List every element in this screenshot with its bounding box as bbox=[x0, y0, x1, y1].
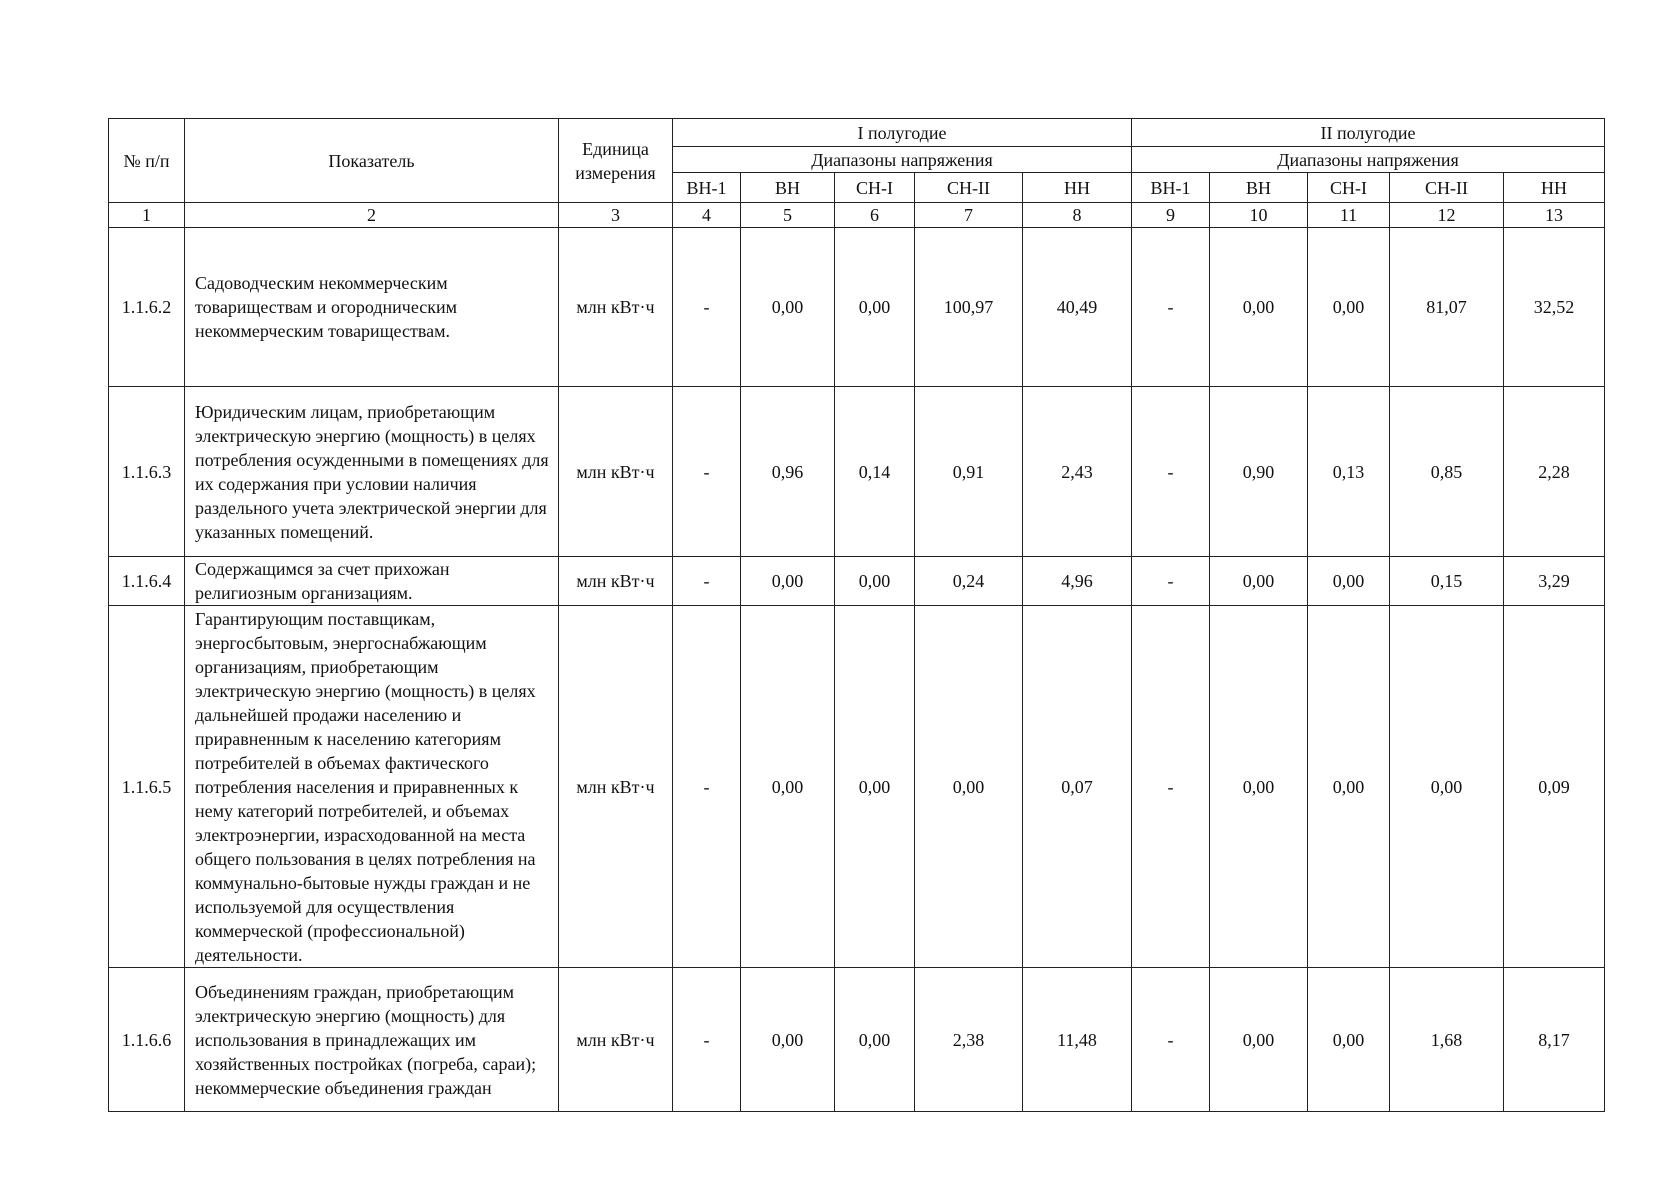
value-h1-vn1: - bbox=[673, 557, 741, 606]
value-h2-vn: 0,00 bbox=[1210, 228, 1308, 387]
header-unit: Единица измерения bbox=[559, 119, 673, 203]
value-h2-sn1: 0,00 bbox=[1308, 557, 1390, 606]
value-h1-sn2: 0,24 bbox=[915, 557, 1023, 606]
column-number: 6 bbox=[835, 203, 915, 228]
value-h1-sn1: 0,14 bbox=[835, 387, 915, 557]
column-number: 8 bbox=[1023, 203, 1132, 228]
column-number: 13 bbox=[1504, 203, 1605, 228]
column-number: 12 bbox=[1390, 203, 1504, 228]
value-h2-vn1: - bbox=[1132, 968, 1210, 1112]
value-h2-vn: 0,00 bbox=[1210, 968, 1308, 1112]
value-h2-sn1: 0,13 bbox=[1308, 387, 1390, 557]
value-h1-sn2: 100,97 bbox=[915, 228, 1023, 387]
value-h2-sn1: 0,00 bbox=[1308, 968, 1390, 1112]
value-h1-vn1: - bbox=[673, 968, 741, 1112]
header-level-nn: НН bbox=[1504, 173, 1605, 203]
column-number: 3 bbox=[559, 203, 673, 228]
row-indicator: Гарантирующим поставщикам, энергосбытовым, энергоснабжающим организациям, приобретающим электрическую энергию (мощность) в целях дальнейшей продажи населению и приравненным к населению категориям потребителей в объемах фактического потребления населения и приравненных к нему категорий потребителей, и объемах электроэнергии, израсходованной на места общего пользования в целях потребления на коммунально-бытовые нужды граждан и не используемой для осуществления коммерческой (профессиональной) деятельности. bbox=[185, 606, 559, 968]
table-row bbox=[109, 968, 1605, 1112]
value-h2-vn: 0,00 bbox=[1210, 557, 1308, 606]
row-num: 1.1.6.3 bbox=[109, 387, 185, 557]
column-number: 11 bbox=[1308, 203, 1390, 228]
header-level-vn: ВН bbox=[741, 173, 835, 203]
value-h1-nn: 4,96 bbox=[1023, 557, 1132, 606]
table-row bbox=[109, 557, 1605, 606]
header-level-vn: ВН bbox=[1210, 173, 1308, 203]
value-h1-sn1: 0,00 bbox=[835, 557, 915, 606]
value-h2-vn: 0,90 bbox=[1210, 387, 1308, 557]
row-indicator: Садоводческим некоммерческим товариществам и огородническим некоммерческим товариществам. bbox=[185, 228, 559, 387]
value-h2-vn1: - bbox=[1132, 387, 1210, 557]
value-h2-sn2: 0,00 bbox=[1390, 606, 1504, 968]
value-h1-vn: 0,00 bbox=[741, 606, 835, 968]
header-num: № п/п bbox=[109, 119, 185, 203]
value-h1-vn1: - bbox=[673, 606, 741, 968]
value-h1-vn1: - bbox=[673, 228, 741, 387]
value-h2-sn2: 0,15 bbox=[1390, 557, 1504, 606]
value-h1-vn: 0,00 bbox=[741, 557, 835, 606]
header-level-vn1: ВН-1 bbox=[1132, 173, 1210, 203]
row-num: 1.1.6.2 bbox=[109, 228, 185, 387]
header-voltage-ranges-half1: Диапазоны напряжения bbox=[673, 147, 1132, 173]
column-number: 9 bbox=[1132, 203, 1210, 228]
value-h1-sn2: 2,38 bbox=[915, 968, 1023, 1112]
value-h2-sn2: 0,85 bbox=[1390, 387, 1504, 557]
row-unit: млн кВт·ч bbox=[559, 557, 673, 606]
row-indicator-text: Объединениям граждан, приобретающим электрическую энергию (мощность) для использования в принадлежащих им хозяйственных постройках (погреба, сараи); bbox=[195, 981, 537, 1074]
row-num: 1.1.6.4 bbox=[109, 557, 185, 606]
row-unit: млн кВт·ч bbox=[559, 228, 673, 387]
value-h1-vn: 0,00 bbox=[741, 968, 835, 1112]
row-indicator: Юридическим лицам, приобретающим электрическую энергию (мощность) в целях потребления осужденными в помещениях для их содержания при условии наличия раздельного учета электрической энергии для указанных помещений. bbox=[185, 387, 559, 557]
row-num: 1.1.6.6 bbox=[109, 968, 185, 1112]
column-number: 10 bbox=[1210, 203, 1308, 228]
column-number: 4 bbox=[673, 203, 741, 228]
table-row bbox=[109, 387, 1605, 557]
value-h1-sn2: 0,00 bbox=[915, 606, 1023, 968]
row-num: 1.1.6.5 bbox=[109, 606, 185, 968]
header-level-vn1: ВН-1 bbox=[673, 173, 741, 203]
header-level-sn1: СН-I bbox=[1308, 173, 1390, 203]
header-half1: I полугодие bbox=[673, 119, 1132, 147]
value-h1-sn1: 0,00 bbox=[835, 606, 915, 968]
value-h1-sn1: 0,00 bbox=[835, 228, 915, 387]
table-row bbox=[109, 228, 1605, 387]
column-number: 1 bbox=[109, 203, 185, 228]
value-h2-nn: 0,09 bbox=[1504, 606, 1605, 968]
row-unit: млн кВт·ч bbox=[559, 387, 673, 557]
value-h1-vn1: - bbox=[673, 387, 741, 557]
value-h1-sn2: 0,91 bbox=[915, 387, 1023, 557]
value-h2-vn1: - bbox=[1132, 606, 1210, 968]
value-h1-vn: 0,96 bbox=[741, 387, 835, 557]
row-unit: млн кВт·ч bbox=[559, 606, 673, 968]
tariff-volume-table bbox=[108, 118, 1605, 1112]
header-level-sn2: СН-II bbox=[915, 173, 1023, 203]
row-indicator bbox=[185, 968, 559, 1112]
value-h2-nn: 32,52 bbox=[1504, 228, 1605, 387]
header-level-nn: НН bbox=[1023, 173, 1132, 203]
value-h1-nn: 40,49 bbox=[1023, 228, 1132, 387]
row-indicator: Содержащимся за счет прихожан религиозным организациям. bbox=[185, 557, 559, 606]
value-h2-nn: 3,29 bbox=[1504, 557, 1605, 606]
value-h2-vn: 0,00 bbox=[1210, 606, 1308, 968]
column-number: 2 bbox=[185, 203, 559, 228]
value-h1-sn1: 0,00 bbox=[835, 968, 915, 1112]
row-unit: млн кВт·ч bbox=[559, 968, 673, 1112]
value-h2-sn1: 0,00 bbox=[1308, 606, 1390, 968]
column-number-row bbox=[109, 203, 1605, 228]
value-h2-sn1: 0,00 bbox=[1308, 228, 1390, 387]
header-level-sn2: СН-II bbox=[1390, 173, 1504, 203]
value-h1-vn: 0,00 bbox=[741, 228, 835, 387]
header-level-sn1: СН-I bbox=[835, 173, 915, 203]
header-half2: II полугодие bbox=[1132, 119, 1605, 147]
value-h1-nn: 2,43 bbox=[1023, 387, 1132, 557]
table-body bbox=[109, 228, 1605, 1112]
value-h2-sn2: 81,07 bbox=[1390, 228, 1504, 387]
value-h1-nn: 11,48 bbox=[1023, 968, 1132, 1112]
value-h1-nn: 0,07 bbox=[1023, 606, 1132, 968]
value-h2-vn1: - bbox=[1132, 228, 1210, 387]
column-number: 5 bbox=[741, 203, 835, 228]
value-h2-vn1: - bbox=[1132, 557, 1210, 606]
header-indicator: Показатель bbox=[185, 119, 559, 203]
value-h2-nn: 8,17 bbox=[1504, 968, 1605, 1112]
column-number: 7 bbox=[915, 203, 1023, 228]
value-h2-sn2: 1,68 bbox=[1390, 968, 1504, 1112]
table-header bbox=[109, 119, 1605, 228]
header-voltage-ranges-half2: Диапазоны напряжения bbox=[1132, 147, 1605, 173]
row-indicator-continuation: некоммерческие объединения граждан bbox=[195, 1077, 492, 1098]
value-h2-nn: 2,28 bbox=[1504, 387, 1605, 557]
table-row bbox=[109, 606, 1605, 968]
